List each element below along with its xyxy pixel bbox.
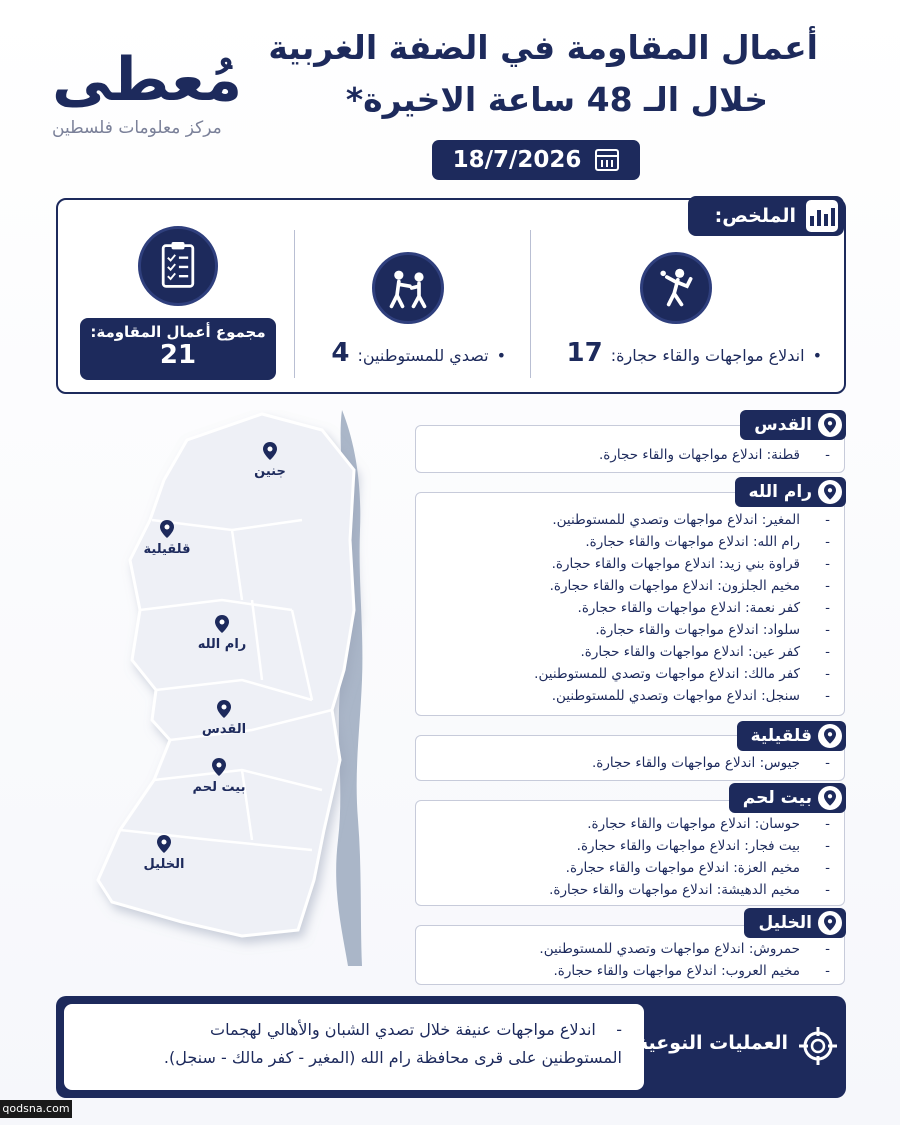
special-operations-label: العمليات النوعية: [629, 1032, 788, 1054]
city-ramallah [187, 615, 257, 652]
map-shape [92, 410, 382, 970]
city-qalqilya [132, 520, 202, 557]
list-item: - مخيم الدهيشة: اندلاع مواجهات والقاء حجارة. [549, 882, 830, 898]
region-qalqilya-title: قلقيلية [737, 721, 846, 751]
list-item: - كفر مالك: اندلاع مواجهات وتصدي للمستوطنين. [534, 666, 830, 682]
city-jerusalem [189, 700, 259, 737]
list-item: - بيت فجار: اندلاع مواجهات والقاء حجارة. [576, 838, 830, 854]
total-box [80, 318, 276, 380]
stat-stones [567, 338, 822, 368]
stat-settlers-label: تصدي للمستوطنين: [357, 346, 489, 365]
date-text: 18/7/2026 [452, 147, 582, 173]
city-hebron [129, 835, 199, 872]
location-pin-icon [818, 786, 842, 810]
stat-stones-value: 17 [566, 338, 603, 368]
list-item: - المغير: اندلاع مواجهات وتصدي للمستوطنين. [552, 512, 830, 528]
summary-panel [56, 198, 846, 394]
stat-settlers-value: 4 [331, 338, 350, 368]
list-item: - كفر عين: اندلاع مواجهات والقاء حجارة. [580, 644, 830, 660]
location-pin-icon [217, 700, 231, 718]
region-ramallah-box [415, 492, 845, 716]
total-value: 21 [159, 340, 197, 370]
total-label: مجموع أعمال المقاومة: [90, 323, 266, 341]
operations-line-2: المستوطنين على قرى محافظة رام الله (المغير - كفر مالك - سنجل). [163, 1048, 622, 1067]
location-pin-icon [160, 520, 174, 538]
list-item: - سلواد: اندلاع مواجهات والقاء حجارة. [595, 622, 830, 638]
divider [530, 230, 531, 378]
crosshair-icon [798, 1026, 838, 1066]
city-hebron-label: الخليل [143, 857, 185, 872]
bullet: • [496, 346, 506, 365]
special-operations-panel [56, 996, 846, 1098]
list-item: - قراوة بني زيد: اندلاع مواجهات والقاء حجارة. [551, 556, 830, 572]
special-operations-text [64, 1004, 644, 1090]
list-item: - جيوس: اندلاع مواجهات والقاء حجارة. [591, 755, 830, 771]
confrontation-icon [372, 252, 444, 324]
title-line-2: خلال الـ 48 ساعة الاخيرة* [345, 80, 768, 119]
logo: مُعطى [52, 45, 243, 115]
list-item: - حمروش: اندلاع مواجهات وتصدي للمستوطنين. [539, 941, 830, 957]
bullet: • [812, 346, 822, 365]
location-pin-icon [212, 758, 226, 776]
city-jerusalem-label: القدس [201, 722, 247, 737]
region-ramallah-title: رام الله [735, 477, 846, 507]
location-pin-icon [818, 413, 842, 437]
clipboard-checklist-icon [138, 226, 218, 306]
list-item: - رام الله: اندلاع مواجهات والقاء حجارة. [585, 534, 830, 550]
list-item: - كفر نعمة: اندلاع مواجهات والقاء حجارة. [577, 600, 830, 616]
summary-label: الملخص: [714, 205, 796, 227]
summary-header [688, 196, 844, 236]
location-pin-icon [215, 615, 229, 633]
region-bethlehem-box [415, 800, 845, 906]
list-item: - قطنة: اندلاع مواجهات والقاء حجارة. [599, 447, 830, 463]
location-pin-icon [263, 442, 277, 460]
list-item: - مخيم العروب: اندلاع مواجهات والقاء حجارة. [553, 963, 830, 979]
stone-thrower-icon [640, 252, 712, 324]
stat-settlers [331, 338, 506, 368]
logo-subtitle: مركز معلومات فلسطين [52, 118, 222, 138]
list-item: - مخيم العزة: اندلاع مواجهات والقاء حجارة. [565, 860, 830, 876]
city-qalqilya-label: قلقيلية [143, 542, 191, 557]
city-bethlehem [184, 758, 254, 795]
list-item: - حوسان: اندلاع مواجهات والقاء حجارة. [587, 816, 830, 832]
city-jenin [235, 442, 305, 479]
city-bethlehem-label: بيت لحم [192, 780, 246, 795]
region-hebron-title: الخليل [744, 908, 846, 938]
region-bethlehem-title: بيت لحم [729, 783, 846, 813]
location-pin-icon [818, 911, 842, 935]
location-pin-icon [818, 480, 842, 504]
calendar-icon [595, 149, 619, 171]
city-jenin-label: جنين [254, 464, 286, 479]
title-line-1: أعمال المقاومة في الضفة الغربية [268, 28, 818, 67]
location-pin-icon [818, 724, 842, 748]
operations-line-1: - اندلاع مواجهات عنيفة خلال تصدي الشبان والأهالي لهجمات [210, 1020, 622, 1039]
west-bank-map [92, 410, 382, 970]
watermark: qodsna.com [0, 1100, 72, 1118]
location-pin-icon [157, 835, 171, 853]
bar-chart-icon [806, 200, 838, 232]
list-item: - سنجل: اندلاع مواجهات وتصدي للمستوطنين. [551, 688, 830, 704]
divider [294, 230, 295, 378]
city-ramallah-label: رام الله [197, 637, 247, 652]
date-badge [432, 140, 640, 180]
region-jerusalem-title: القدس [740, 410, 846, 440]
stat-stones-label: اندلاع مواجهات والقاء حجارة: [610, 346, 805, 365]
list-item: - مخيم الجلزون: اندلاع مواجهات والقاء حجارة. [549, 578, 830, 594]
